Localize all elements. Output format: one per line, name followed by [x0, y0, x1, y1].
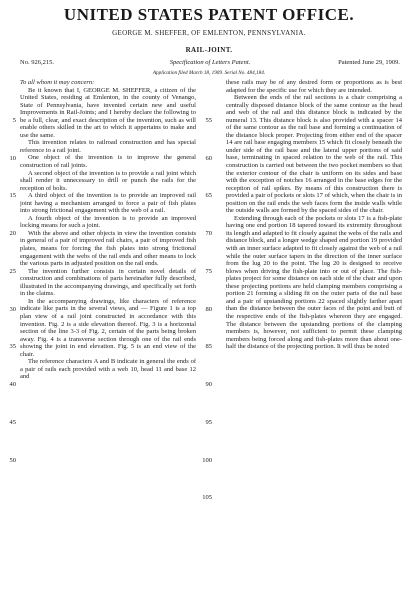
line-number: 40 — [9, 381, 16, 388]
paragraph: With the above and other objects in view the invention consists in general of a pair of improved rail chairs, a pair of improved fish plates, means for forcing the fish plates into strong frictional engagement with the webs of the rail ends and other means to lock the various parts in adjusted position on the rail ends. — [20, 229, 196, 268]
line-number: 20 — [9, 230, 16, 237]
paragraph: This invention relates to railroad construction and has special reference to a rail joint. — [20, 139, 196, 154]
left-line-numbers — [6, 79, 16, 597]
line-number: 25 — [9, 267, 16, 275]
line-number: 5 — [12, 116, 16, 124]
line-number: 35 — [9, 343, 16, 351]
line-number: 105 — [202, 494, 212, 502]
line-number: 100 — [202, 456, 212, 464]
paragraph: Extending through each of the pockets or slots 17 is a fish-plate having one end portion 18 tapered toward its extremity throughout its length and adapted to fit closely against the webs of the rails and distance block, and a longer wedge shaped end portion 19 provided with an inner surface adapted to fit closely against the web of a rail while the outer surface tapers in the direction of the inner surface from the lug 20 to the point. The lug 20 is designed to receive blows when driving the fish-plate into or out of place. The fish-plates project for some distance on each side of the chair and upon these projecting portions are held clamping members comprising a portion 21 forming a sliding fit on the outer parts of the rail base and a pair of upstanding portions 22 spaced slightly farther apart than the distance between the outer faces of the point and butt of the respective ends of the fish-plates whereon they are engaged. The distance between the upstanding portions of the clamping members is, however, not sufficient to permit these clamping members being forced along and fish-plates more than about one-half the distance of the projecting portion. It will thus be noted — [226, 214, 402, 351]
patented-date: Patented June 29, 1909. — [338, 59, 400, 66]
application-line: Application filed March 18, 1909. Serial No. 484,184. — [152, 70, 266, 76]
paragraph: A second object of the invention is to provide a rail joint which shall render it unnecessary to drill or punch the rails for the reception of bolts. — [20, 169, 196, 192]
line-number: 90 — [205, 381, 212, 388]
line-number: 95 — [205, 418, 212, 426]
paragraph: In the accompanying drawings, like characters of reference indicate like parts in the several views, and — Figure 1 is a top plan view of a rail joint constructed in accordance with this invention. Fig. 2 is a side elevation thereof. Fig. 3 is a horizontal section of the line 3-3 of Fig. 2, certain of the parts being broken away. Fig. 4 is a transverse section through one of the rail ends showing the joint in end elevation. Fig. 5 is an end view of the chair. — [20, 297, 196, 358]
line-number: 45 — [9, 418, 16, 426]
line-number: 50 — [9, 456, 16, 464]
paragraph: Between the ends of the rail sections is a chair comprising a centrally disposed distance block of the same contour as the head and web of the rail and this distance block is indicated by the numeral 13. This distance block is also provided with a spacer 14 of the same contour as the rail base and forming a continuation of the distance block proper. Projecting from either end of the spacer 14 are rail base engaging members 15 which fit closely beneath the under side of the rail base and the lateral upper portions of said base, terminating in spaced relation to the web of the rail. This construction is carried out between the two pocket members so that the exterior contour of the chair is uniform on its sides and base with the exception of notches 16 arranged in the base edges for the reception of rail spikes. By means of this construction there is provided a pair of pockets or slots 17 of which, when the chair is in position on the rail ends the web faces form the inside walls while the outside walls are formed by the spaced sides of the chair. — [226, 94, 402, 215]
paragraph: The reference characters A and B indicate in general the ends of a pair of rails each provided with a web 10, head 11 and base 12 and — [20, 358, 196, 381]
line-number: 55 — [205, 116, 212, 124]
greeting: To all whom it may concern: — [20, 79, 95, 86]
line-number: 70 — [205, 230, 212, 237]
paragraph: Be it known that I, GEORGE M. SHEFFER, a citizen of the United States, residing at Emlenton, in the county of Venango, State of Pennsylvania, have invented certain new and useful Improvements in Rail-Joints; and I hereby declare the following to be a full, clear, and exact description of the invention, such as will enable others skilled in the art to which it appertains to make and use the same. — [20, 86, 196, 139]
right-column — [226, 79, 402, 597]
line-number: 75 — [205, 267, 212, 275]
paragraph: A fourth object of the invention is to provide an improved locking means for such a joint. — [20, 214, 196, 230]
invention-subject: RAIL-JOINT. — [185, 46, 233, 54]
paragraph: A third object of the invention is to provide an improved rail joint having a mechanism arranged to force a pair of fish plates into strong frictional engagement with the web of a rail. — [20, 192, 196, 215]
paragraph: The invention further consists in certain novel details of construction and combinations of parts hereinafter fully described, illustrated in the accompanying drawings, and specifically set forth in the claims. — [20, 267, 196, 298]
paragraph: One object of the invention is to improve the general construction of rail joints. — [20, 154, 196, 170]
right-line-numbers — [202, 79, 212, 597]
left-column — [20, 79, 196, 597]
line-number: 15 — [9, 192, 16, 200]
paragraph: these rails may be of any desired form or proportions as is best adapted for the specific use for which they are intended. — [226, 79, 402, 94]
line-number: 80 — [205, 305, 212, 313]
patent-number: No. 926,215. — [20, 59, 54, 66]
line-number: 85 — [205, 343, 212, 351]
spec-title: Specification of Letters Patent. — [169, 59, 251, 66]
line-number: 60 — [205, 154, 212, 162]
line-number: 65 — [205, 192, 212, 200]
inventor-line: GEORGE M. SHEFFER, OF EMLENTON, PENNSYLVANIA. — [112, 29, 306, 37]
line-number: 10 — [9, 154, 16, 162]
line-number: 30 — [9, 305, 16, 313]
office-title: UNITED STATES PATENT OFFICE. — [63, 5, 355, 24]
